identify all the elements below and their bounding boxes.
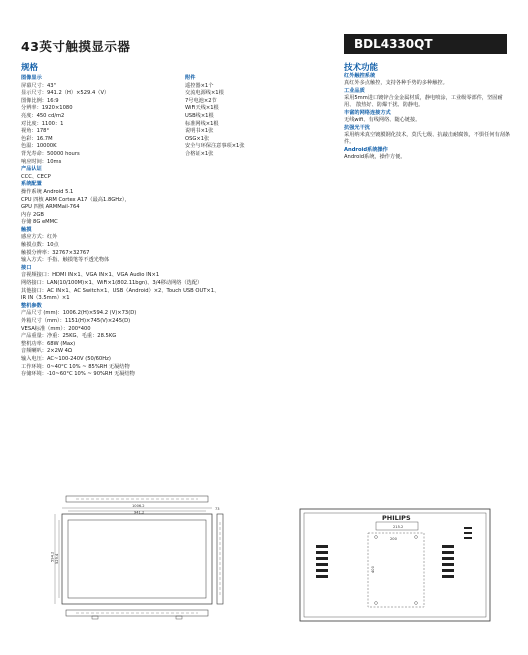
spec-item: 色温：10000K [21, 143, 57, 150]
spec-item: 输入电压：AC~100-240V (50/60Hz) [21, 355, 111, 362]
tech-heading: 技术功能 [344, 63, 379, 73]
spec-item: 色彩：16.7M [21, 135, 53, 142]
accessory-item: 7号电池×2节 [185, 97, 217, 104]
spec-item: 感应方式：红外 [21, 234, 58, 241]
spec-item: IR IN（3.5mm）×1 [21, 295, 70, 302]
front-height-label: 594.2 [50, 551, 55, 562]
spec-item: 视角：178° [21, 128, 50, 135]
spec-item: 分辨率：1920×1080 [21, 105, 73, 112]
spec-item: 音视频接口：HDMI IN×1、VGA IN×1、VGA Audio IN×1 [21, 272, 160, 279]
accessory-item: 遥控器×1个 [185, 82, 214, 89]
spec-item: 亮度：450 cd/m2 [21, 112, 65, 119]
spec-item: 工作环境：0~40°C 10% ~ 85%RH 无凝结物 [21, 363, 130, 370]
tech-feature-title: 工业品质 [344, 88, 365, 94]
specs-heading: 规格 [21, 63, 39, 73]
spec-item: 内存 2GB [21, 211, 44, 218]
spec-item: 输入方式：手指、触摸笔等不透光物体 [21, 257, 110, 264]
back-vesa-label: 200 [390, 537, 397, 541]
accessories-list [185, 75, 245, 159]
spec-section-heading: 整机参数 [21, 302, 42, 309]
tech-feature-title: 红外触控系统 [344, 73, 376, 79]
spec-item: 背光寿命：50000 hours [21, 150, 80, 157]
spec-item: 存储环境：-10~60°C 10% ~ 90%RH 无凝结物 [21, 371, 135, 378]
spec-section-heading: 系统配置 [21, 181, 42, 188]
model-banner [344, 34, 507, 54]
tech-feature-description: 无线wifi、有线网络、随心链接。 [344, 117, 421, 123]
spec-item: GPU 四核 ARMMail-764 [21, 204, 80, 211]
spec-item: VESA标准（mm）：200*400 [21, 325, 91, 332]
spec-item: 存储 8G eMMC [21, 219, 58, 226]
spec-item: 其他接口：AC IN×1、AC Switch×1、USB（Android）×2、Touch USB OUT×1、 [21, 287, 220, 294]
spec-item: 网络接口：LAN(10/100M)×1、WiFi×1(802.11bgn)、3/4移动网络（选配） [21, 280, 203, 287]
tech-feature-title: 丰富的网络连接方式 [344, 110, 391, 116]
tech-feature-description: 采用纳米真空镀膜钢化技术，莫氏七级、抗敲击耐腐蚀，不惧任何有刮条件。 [344, 132, 511, 145]
back-brand-label: PHILIPS [382, 514, 411, 522]
spec-section-heading: 产品认证 [21, 166, 42, 173]
accessory-item: 说明书×1张 [185, 128, 214, 135]
tech-feature-title: Android系统操作 [344, 147, 388, 153]
spec-item: 外箱尺寸（mm）：1151(H)×745(V)×245(D) [21, 318, 131, 324]
spec-item: 操作系统 Android 5.1 [21, 188, 74, 195]
specs-list [21, 75, 331, 379]
spec-item: 显示尺寸：941.2（H）×529.4（V） [21, 90, 110, 97]
spec-item: 触摸分辨率：32767×32767 [21, 249, 90, 256]
accessory-section-heading: 附件 [185, 75, 196, 81]
spec-item: 响应时间：10ms [21, 158, 62, 165]
spec-section-heading: 图像显示 [21, 75, 42, 81]
accessory-item: USB线×1根 [185, 112, 214, 119]
tech-feature-description: Android系统，操作方便。 [344, 154, 406, 160]
spec-item: 触摸点数：10点 [21, 242, 59, 249]
accessory-item: WiFi天线×1根 [185, 105, 219, 112]
side-depth-label: 73 [215, 507, 220, 511]
back-view-drawing [298, 505, 498, 625]
tech-feature-description: 采用5mm进口镀锌合金金属材质，静电喷涂，工业级零部件，坚固耐用、 散热好、防爆干扰、防静电。 [344, 95, 503, 108]
front-view-drawing [52, 492, 232, 627]
back-vesa-v-label: 400 [371, 566, 375, 573]
spec-item: 屏幕尺寸：43" [21, 82, 56, 89]
tech-feature-title: 抗强光干扰 [344, 125, 370, 131]
spec-item: 整机功率：68W (Max) [21, 340, 76, 347]
spec-item: CPU 四核 ARM Cortex A17（最高1.8GHz）， [21, 196, 130, 203]
page-title: 43英寸触摸显示器 [21, 39, 131, 54]
spec-item: 图像比例：16:9 [21, 97, 59, 104]
model-number: BDL4330QT [354, 37, 433, 51]
accessory-item: 标准网线×1根 [185, 120, 219, 127]
spec-section-heading: 触摸 [21, 226, 32, 233]
spec-item: CCC、CECP [21, 173, 51, 180]
accessory-item: 交流电源线×1根 [185, 90, 224, 97]
front-inner-height-label: 529.4 [55, 553, 59, 564]
back-top-label: 215.2 [393, 525, 404, 529]
spec-item: 音频喇叭：2×2W 4Ω [21, 348, 72, 355]
accessory-item: OSG×1张 [185, 135, 210, 142]
spec-item: 产品重量：净重：25KG、毛重：28.5KG [21, 333, 117, 340]
spec-section-heading: 接口 [21, 264, 32, 271]
front-width-label: 1006.2 [132, 504, 145, 508]
spec-item: 产品尺寸 (mm)：1006.2(H)×594.2 (V)×73(D) [21, 310, 137, 317]
spec-item: 对比度：1100：1 [21, 120, 64, 127]
tech-feature-description: 真红外多点触控，支持各种手势的多种触控。 [344, 80, 448, 86]
accessory-item: 安全与环保注意事项×1张 [185, 143, 245, 150]
accessory-item: 合格证×1张 [185, 150, 214, 157]
tech-features-list [344, 73, 510, 162]
front-inner-width-label: 941.2 [134, 510, 145, 515]
